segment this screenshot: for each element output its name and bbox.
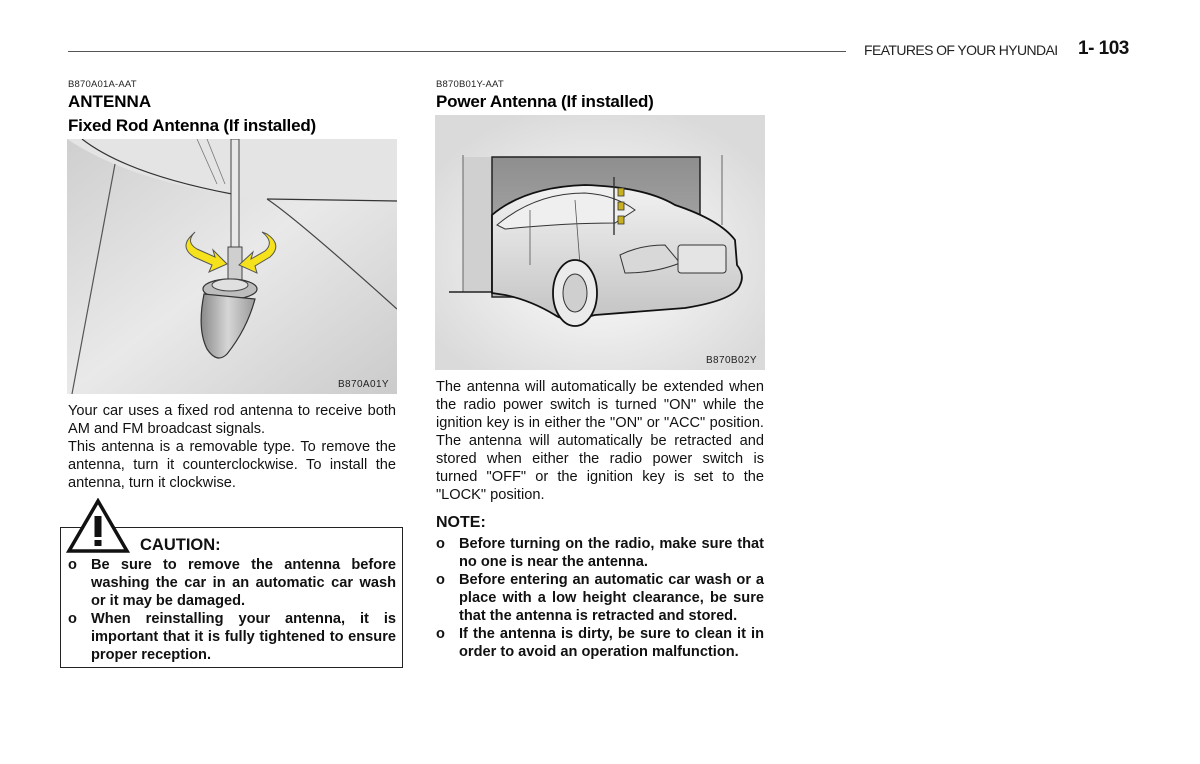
header-section-title: FEATURES OF YOUR HYUNDAI <box>864 42 1058 58</box>
bullet: o <box>68 557 77 573</box>
bullet: o <box>436 572 445 588</box>
warning-triangle-icon <box>66 498 130 554</box>
figure-code: B870B02Y <box>705 355 757 366</box>
caution-item <box>68 556 396 610</box>
paragraph: The antenna will automatically be extended when the radio power switch is turned "ON" while the ignition key is in either the "ON" or "ACC" position. The antenna will automatically be retracted and stored when either the radio power switch is turned "OFF" or the ignition key is set to the "LOCK" position. <box>436 379 764 503</box>
section-subtitle: Fixed Rod Antenna (If installed) <box>68 116 316 135</box>
fixed-antenna-description <box>68 402 396 492</box>
bullet: o <box>436 536 445 552</box>
section-title: ANTENNA <box>68 92 152 111</box>
page-number: 1- 103 <box>1078 38 1129 59</box>
header-rule <box>68 51 846 52</box>
section-subtitle: Power Antenna (If installed) <box>436 92 654 111</box>
section-code: B870B01Y-AAT <box>436 79 504 90</box>
paragraph: This antenna is a removable type. To remove the antenna, turn it counterclockwise. To install the antenna, turn it clockwise. <box>68 439 396 491</box>
bullet: o <box>68 611 77 627</box>
power-antenna-description <box>436 378 764 504</box>
note-item-text: If the antenna is dirty, be sure to clean it in order to avoid an operation malfunction. <box>459 626 764 660</box>
power-antenna-figure <box>435 115 765 370</box>
caution-title: CAUTION: <box>140 536 221 554</box>
power-antenna-illustration <box>435 115 765 370</box>
note-item-text: Before entering an automatic car wash or a place with a low height clearance, be sure that the antenna is retracted and stored. <box>459 572 764 624</box>
note-item <box>436 571 764 625</box>
fixed-rod-antenna-illustration <box>67 139 397 394</box>
caution-item <box>68 610 396 664</box>
note-item-text: Before turning on the radio, make sure that no one is near the antenna. <box>459 536 764 570</box>
note-item <box>436 535 764 571</box>
note-title: NOTE: <box>436 514 486 531</box>
caution-item-text: Be sure to remove the antenna before washing the car in an automatic car wash or it may be damaged. <box>91 557 396 609</box>
note-item <box>436 625 764 661</box>
fixed-rod-antenna-figure <box>67 139 397 394</box>
paragraph: Your car uses a fixed rod antenna to receive both AM and FM broadcast signals. <box>68 403 396 437</box>
caution-list <box>68 556 396 664</box>
figure-code: B870A01Y <box>337 379 389 390</box>
bullet: o <box>436 626 445 642</box>
note-list <box>436 535 764 661</box>
caution-item-text: When reinstalling your antenna, it is important that it is fully tightened to ensure proper reception. <box>91 611 396 663</box>
section-code: B870A01A-AAT <box>68 79 137 90</box>
